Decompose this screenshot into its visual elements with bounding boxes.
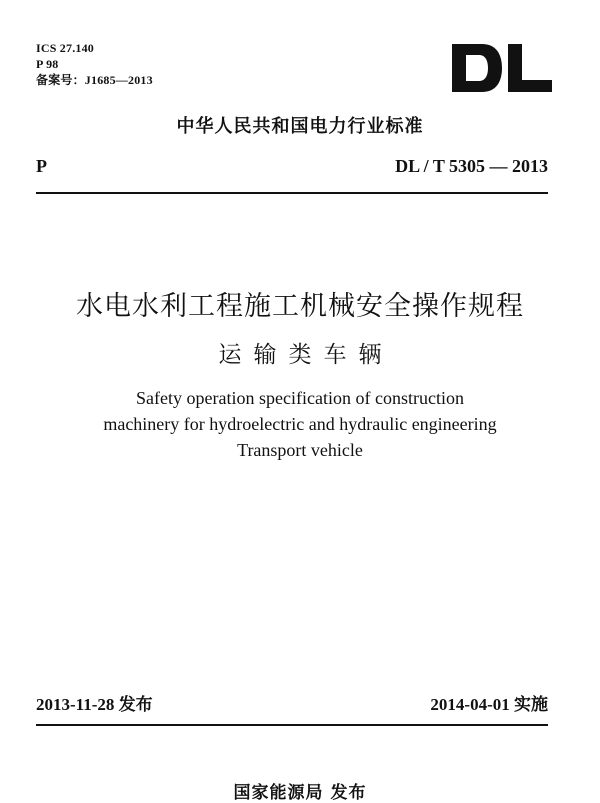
record-number: 备案号：J1685—2013 — [36, 73, 153, 87]
dl-logo-letter-d — [452, 44, 502, 92]
standard-category: P — [36, 156, 47, 176]
sub-title-cn: 运输类车辆 — [218, 342, 394, 368]
title-en-line-1: Safety operation specification of construction — [136, 388, 464, 408]
top-divider — [36, 192, 548, 194]
bottom-divider — [36, 724, 548, 726]
standard-metadata — [36, 40, 153, 88]
title-en-line-3: Transport vehicle — [237, 440, 363, 460]
dl-logo — [452, 44, 552, 92]
implement-date: 2014-04-01 实施 — [430, 695, 548, 714]
publisher: 国家能源局 发布 — [233, 783, 367, 803]
title-en-line-2: machinery for hydroelectric and hydraulic engineering — [103, 414, 497, 434]
publish-date: 2013-11-28 发布 — [36, 695, 153, 714]
dl-logo-letter-l — [508, 44, 552, 92]
industry-standard-title: 中华人民共和国电力行业标准 — [176, 116, 424, 137]
ccs-code: P 98 — [36, 57, 59, 71]
title-en — [0, 385, 600, 463]
main-title-cn: 水电水利工程施工机械安全操作规程 — [76, 291, 524, 322]
ics-code: ICS 27.140 — [36, 41, 95, 55]
standard-number: DL / T 5305 — 2013 — [395, 156, 548, 176]
